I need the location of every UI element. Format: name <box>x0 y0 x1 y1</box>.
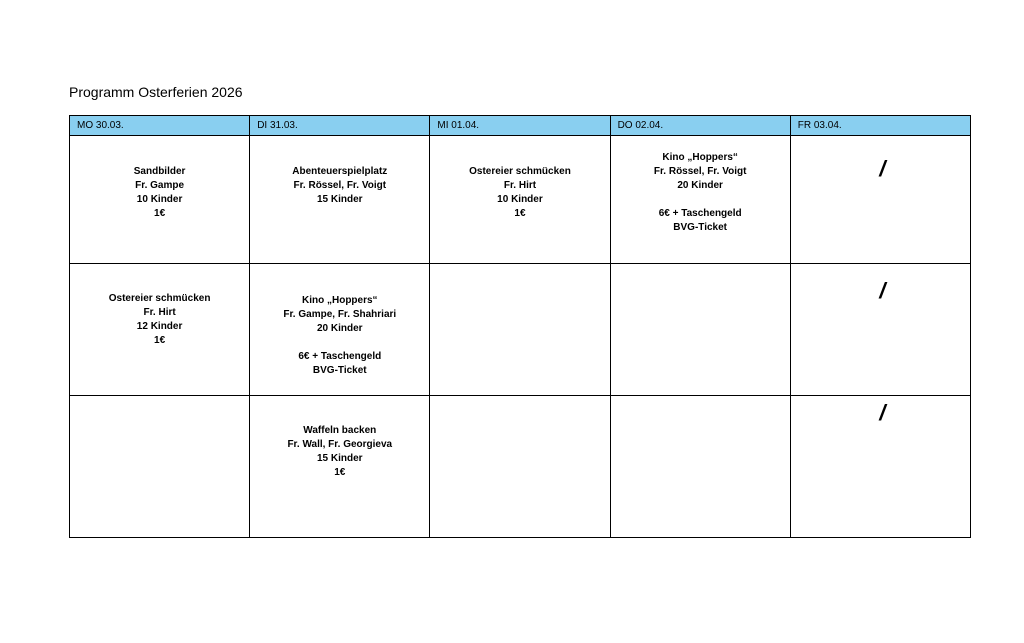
header-friday: FR 03.04. <box>790 116 970 136</box>
table-cell <box>610 136 790 264</box>
activity-text <box>430 264 609 287</box>
header-thursday: DO 02.04. <box>610 116 790 136</box>
table-header-row <box>70 116 971 136</box>
table-cell <box>250 396 430 538</box>
table-cell <box>610 396 790 538</box>
header-tuesday: DI 31.03. <box>250 116 430 136</box>
activity-text: Ostereier schmücken Fr. Hirt 12 Kinder 1€ <box>108 293 211 346</box>
table-row <box>70 136 971 264</box>
table-cell <box>430 396 610 538</box>
table-row <box>70 396 971 538</box>
table-cell <box>610 264 790 396</box>
table-cell <box>70 264 250 396</box>
activity-text: Kino „Hoppers“ Fr. Rössel, Fr. Voigt 20 Kinder 6€ + Taschengeld BVG-Ticket <box>653 152 747 233</box>
activity-text: Ostereier schmücken Fr. Hirt 10 Kinder 1€ <box>469 166 571 219</box>
table-cell <box>250 264 430 396</box>
header-monday: MO 30.03. <box>70 116 250 136</box>
activity-text <box>611 396 790 419</box>
activity-text: Waffeln backen Fr. Wall, Fr. Georgieva 15 Kinder 1€ <box>287 425 393 478</box>
table-cell <box>790 136 970 264</box>
schedule-table <box>69 115 971 538</box>
no-program-mark: / <box>879 278 886 303</box>
table-cell <box>430 136 610 264</box>
activity-text <box>430 396 609 419</box>
table-cell <box>790 396 970 538</box>
table-cell <box>70 136 250 264</box>
table-cell <box>250 136 430 264</box>
no-program-mark: / <box>879 400 886 425</box>
activity-text: Kino „Hoppers“ Fr. Gampe, Fr. Shahriari 20 Kinder 6€ + Taschengeld BVG-Ticket <box>283 295 397 376</box>
activity-text <box>70 396 249 419</box>
activity-text: Sandbilder Fr. Gampe 10 Kinder 1€ <box>133 166 186 219</box>
table-cell <box>790 264 970 396</box>
no-program-mark: / <box>879 156 886 181</box>
table-cell <box>70 396 250 538</box>
activity-text <box>611 264 790 287</box>
activity-text: Abenteuerspielplatz Fr. Rössel, Fr. Voigt 15 Kinder <box>292 166 388 205</box>
document-title: Programm Osterferien 2026 <box>69 84 243 100</box>
header-wednesday: MI 01.04. <box>430 116 610 136</box>
table-cell <box>430 264 610 396</box>
table-row <box>70 264 971 396</box>
